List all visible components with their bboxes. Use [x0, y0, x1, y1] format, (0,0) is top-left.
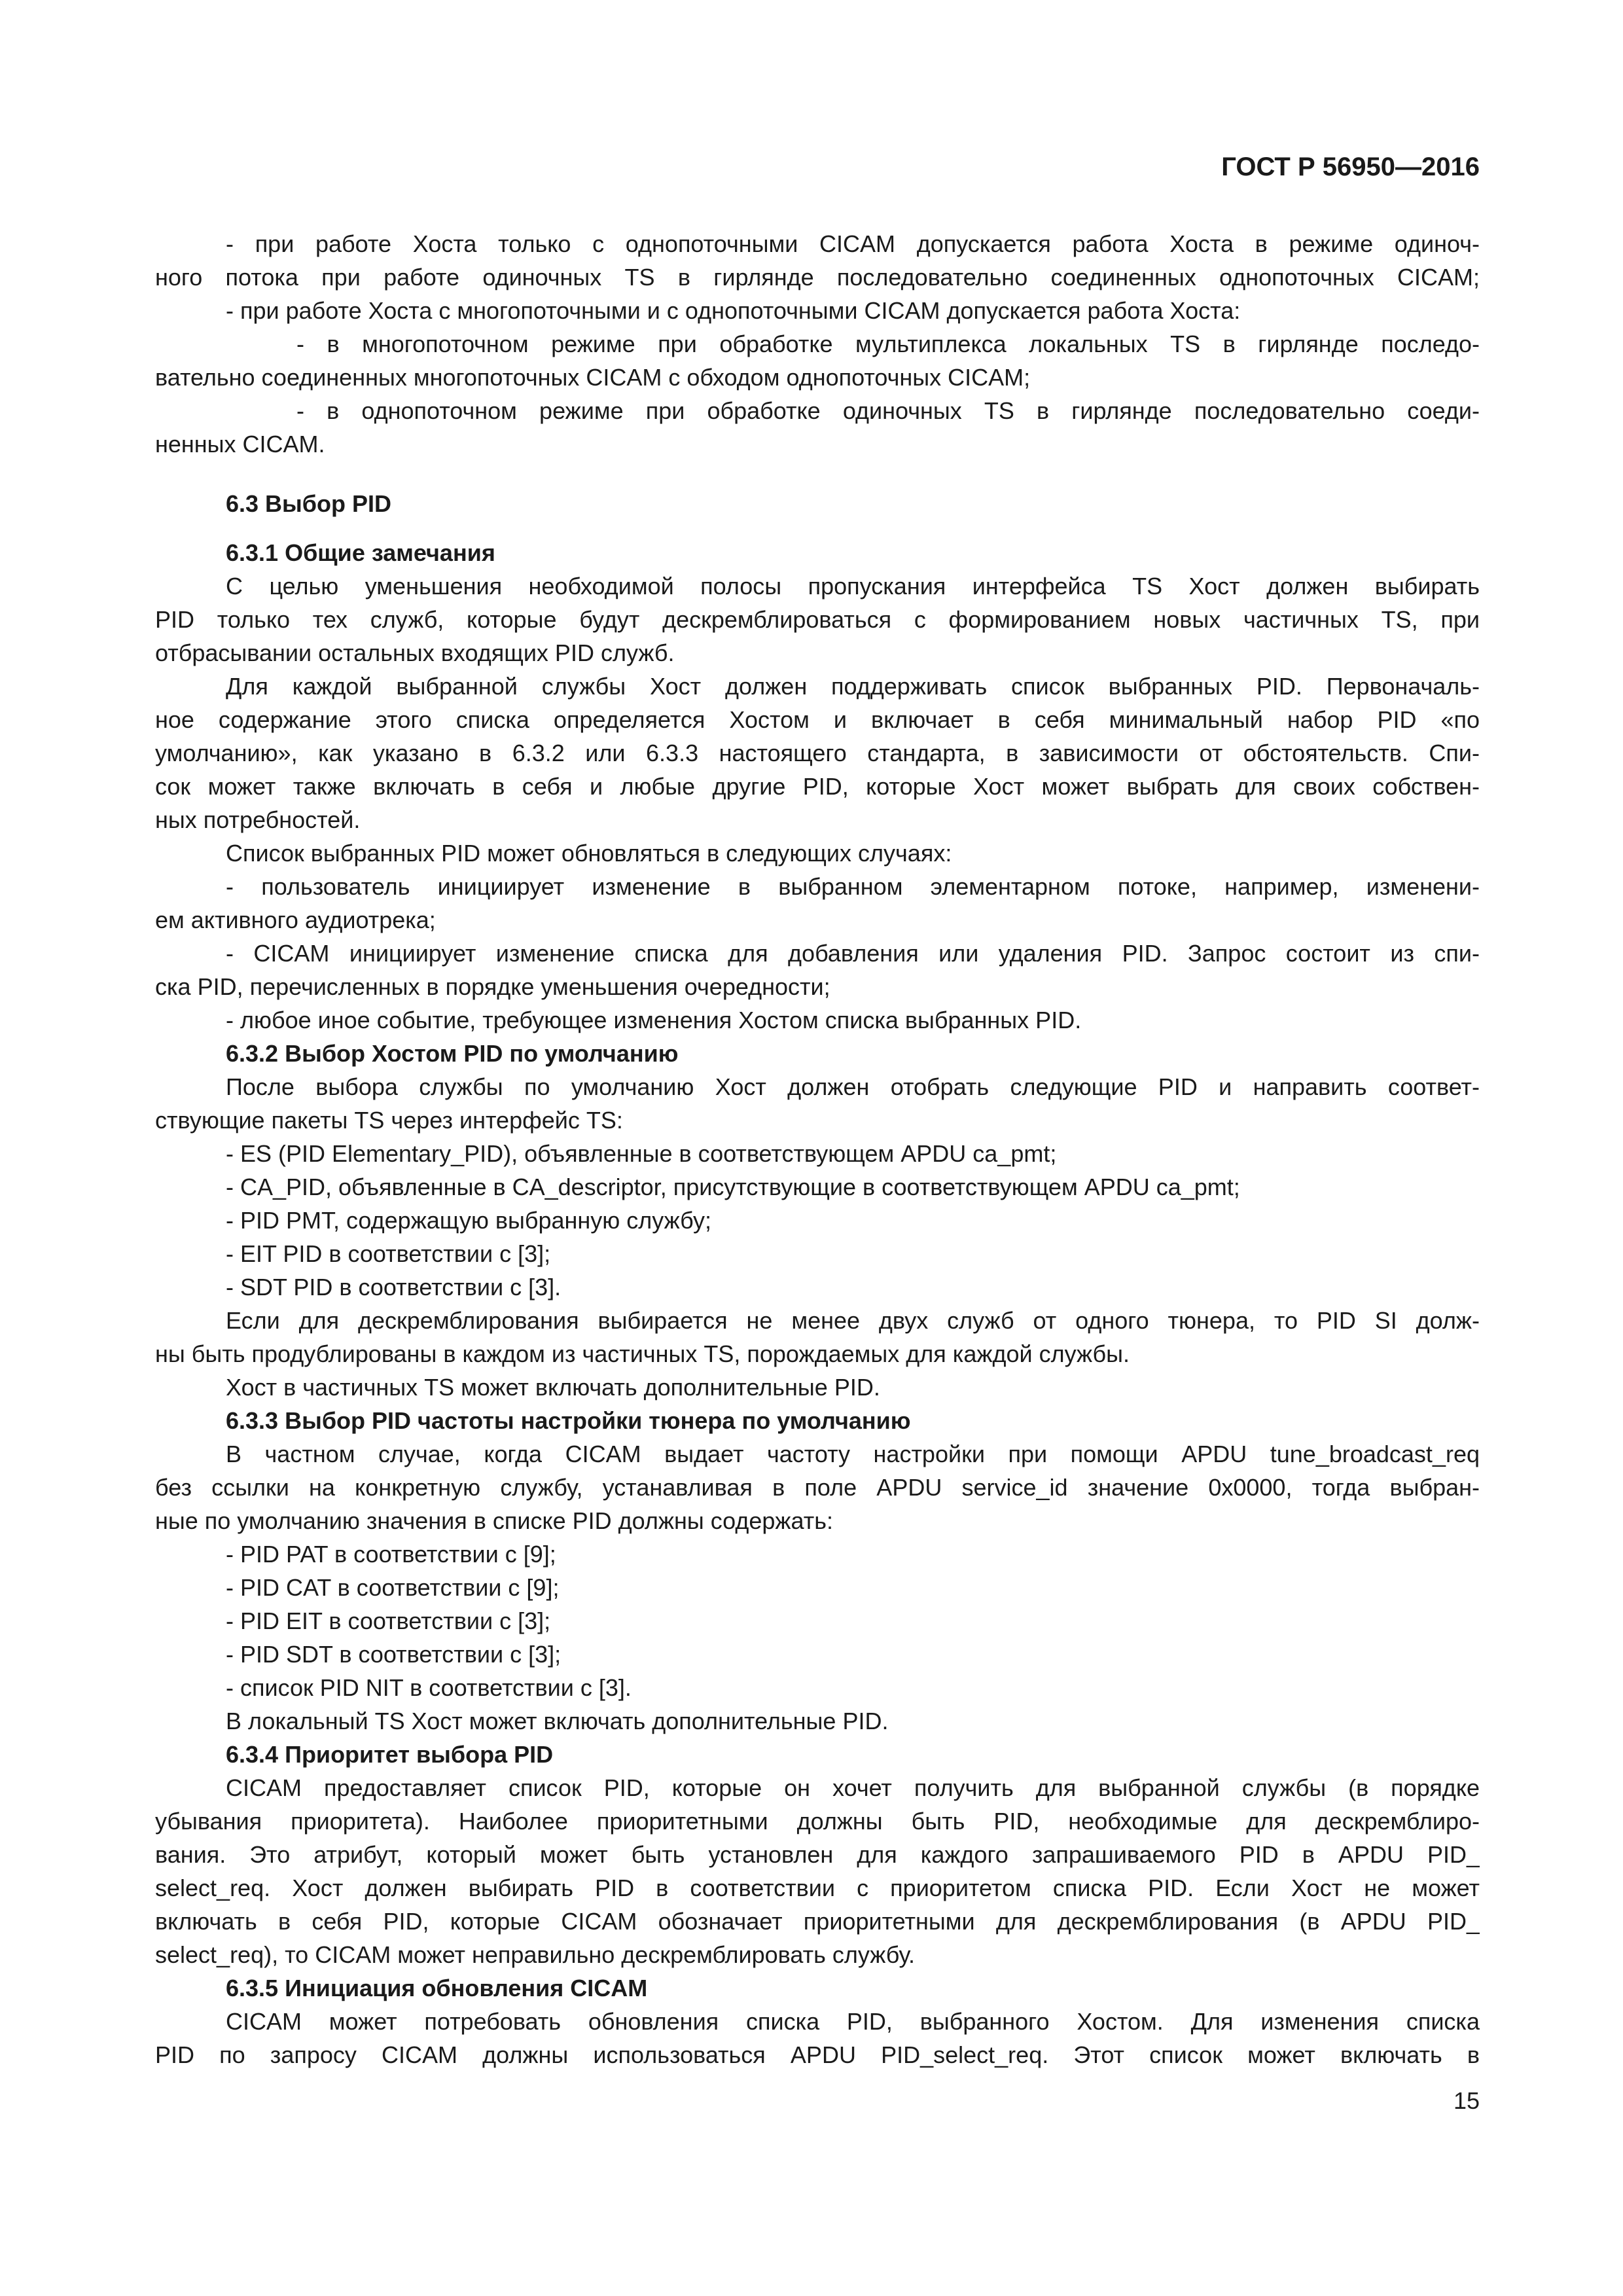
list-item: - PID EIT в соответствии с [3];: [226, 1607, 551, 1634]
paragraph-line: вательно соединенных многопоточных CICAM с обходом однопоточных CICAM;: [155, 364, 1031, 391]
paragraph-line: После выбора службы по умолчанию Хост должен отобрать следующие PID и направить соответ-: [226, 1073, 1480, 1100]
paragraph-line: Если для дескремблирования выбирается не менее двух служб от одного тюнера, то PID SI долж-: [226, 1307, 1480, 1334]
list-item: - пользователь инициирует изменение в выбранном элементарном потоке, например, изменени-: [226, 873, 1480, 900]
subsection-heading: 6.3.1 Общие замечания: [226, 539, 495, 566]
list-item: - CICAM инициирует изменение списка для добавления или удаления PID. Запрос состоит из спи-: [226, 940, 1480, 967]
document-body: [155, 227, 1480, 2072]
section-heading: 6.3 Выбор PID: [226, 490, 392, 517]
list-item: - список PID NIT в соответствии с [3].: [226, 1674, 632, 1701]
subsection-heading: 6.3.5 Инициация обновления CICAM: [226, 1975, 648, 2001]
list-item: - PID PAT в соответствии с [9];: [226, 1541, 556, 1568]
subsection-heading: 6.3.3 Выбор PID частоты настройки тюнера по умолчанию: [226, 1407, 911, 1434]
list-item: - SDT PID в соответствии с [3].: [226, 1274, 562, 1300]
page-number: 15: [1453, 2087, 1480, 2114]
paragraph-line: Хост в частичных TS может включать дополнительные PID.: [226, 1374, 880, 1401]
list-item: - при работе Хоста с многопоточными и с однопоточными CICAM допускается работа Хоста:: [226, 297, 1241, 324]
paragraph-line: С целью уменьшения необходимой полосы пропускания интерфейса TS Хост должен выбирать: [226, 573, 1480, 600]
paragraph-line: сок может также включать в себя и любые другие PID, которые Хост может выбрать для своих собствен-: [155, 773, 1480, 800]
paragraph-line: select_req. Хост должен выбирать PID в соответствии с приоритетом списка PID. Если Хост не может: [155, 1874, 1480, 1901]
paragraph-line: В локальный TS Хост может включать дополнительные PID.: [226, 1708, 889, 1734]
paragraph-line: Список выбранных PID может обновляться в следующих случаях:: [226, 840, 952, 867]
list-item: - PID CAT в соответствии с [9];: [226, 1574, 560, 1601]
list-item: - PID SDT в соответствии с [3];: [226, 1641, 562, 1668]
paragraph-line: ем активного аудиотрека;: [155, 906, 436, 933]
list-item: - CA_PID, объявленные в CA_descriptor, присутствующие в соответствующем APDU ca_pmt;: [226, 1174, 1240, 1200]
paragraph-line: PID по запросу CICAM должны использоваться APDU PID_select_req. Этот список может включать в: [155, 2041, 1480, 2068]
paragraph-line: Для каждой выбранной службы Хост должен поддерживать список выбранных PID. Первоначаль-: [226, 673, 1480, 700]
document-header: ГОСТ Р 56950—2016: [1221, 152, 1480, 181]
sub-list-item: - в однопоточном режиме при обработке одиночных TS в гирлянде последовательно соеди-: [296, 397, 1480, 424]
list-item: - при работе Хоста только с однопоточными CICAM допускается работа Хоста в режиме одиноч-: [226, 230, 1480, 257]
paragraph-line: ны быть продублированы в каждом из частичных TS, порождаемых для каждой службы.: [155, 1340, 1130, 1367]
paragraph-line: без ссылки на конкретную службу, устанавливая в поле APDU service_id значение 0x0000, тогда выбран-: [155, 1474, 1480, 1501]
list-item: - PID PMT, содержащую выбранную службу;: [226, 1207, 711, 1234]
list-item: - любое иное событие, требующее изменения Хостом списка выбранных PID.: [226, 1007, 1082, 1033]
paragraph-line: ного потока при работе одиночных TS в гирлянде последовательно соединенных однопоточных CICAM;: [155, 264, 1480, 291]
paragraph-line: PID только тех служб, которые будут дескремблироваться с формированием новых частичных TS, при: [155, 606, 1480, 633]
paragraph-line: ные по умолчанию значения в списке PID должны содержать:: [155, 1507, 833, 1534]
paragraph-line: умолчанию», как указано в 6.3.2 или 6.3.3 настоящего стандарта, в зависимости от обстоятельств. Спи-: [155, 740, 1480, 766]
paragraph-line: CICAM может потребовать обновления списка PID, выбранного Хостом. Для изменения списка: [226, 2008, 1480, 2035]
paragraph-line: select_req), то CICAM может неправильно дескремблировать службу.: [155, 1941, 915, 1968]
subsection-heading: 6.3.2 Выбор Хостом PID по умолчанию: [226, 1040, 679, 1067]
paragraph-line: включать в себя PID, которые CICAM обозначает приоритетными для дескремблирования (в APDU PID_: [155, 1908, 1480, 1935]
paragraph-line: В частном случае, когда CICAM выдает частоту настройки при помощи APDU tune_broadcast_req: [226, 1441, 1480, 1467]
paragraph-line: ное содержание этого списка определяется Хостом и включает в себя минимальный набор PID «по: [155, 706, 1480, 733]
paragraph-line: ненных CICAM.: [155, 431, 325, 457]
list-item: - ES (PID Elementary_PID), объявленные в соответствующем APDU ca_pmt;: [226, 1140, 1057, 1167]
sub-list-item: - в многопоточном режиме при обработке мультиплекса локальных TS в гирлянде последо-: [296, 331, 1480, 357]
subsection-heading: 6.3.4 Приоритет выбора PID: [226, 1741, 554, 1768]
paragraph-line: ствующие пакеты TS через интерфейс TS:: [155, 1107, 623, 1134]
paragraph-line: отбрасывании остальных входящих PID служб.: [155, 639, 675, 666]
paragraph-line: ных потребностей.: [155, 806, 361, 833]
paragraph-line: вания. Это атрибут, который может быть установлен для каждого запрашиваемого PID в APDU PID_: [155, 1841, 1480, 1868]
paragraph-line: CICAM предоставляет список PID, которые он хочет получить для выбранной службы (в порядке: [226, 1774, 1480, 1801]
paragraph-line: ска PID, перечисленных в порядке уменьшения очередности;: [155, 973, 830, 1000]
paragraph-line: убывания приоритета). Наиболее приоритетными должны быть PID, необходимые для дескремблиро-: [155, 1808, 1480, 1835]
list-item: - EIT PID в соответствии с [3];: [226, 1240, 551, 1267]
